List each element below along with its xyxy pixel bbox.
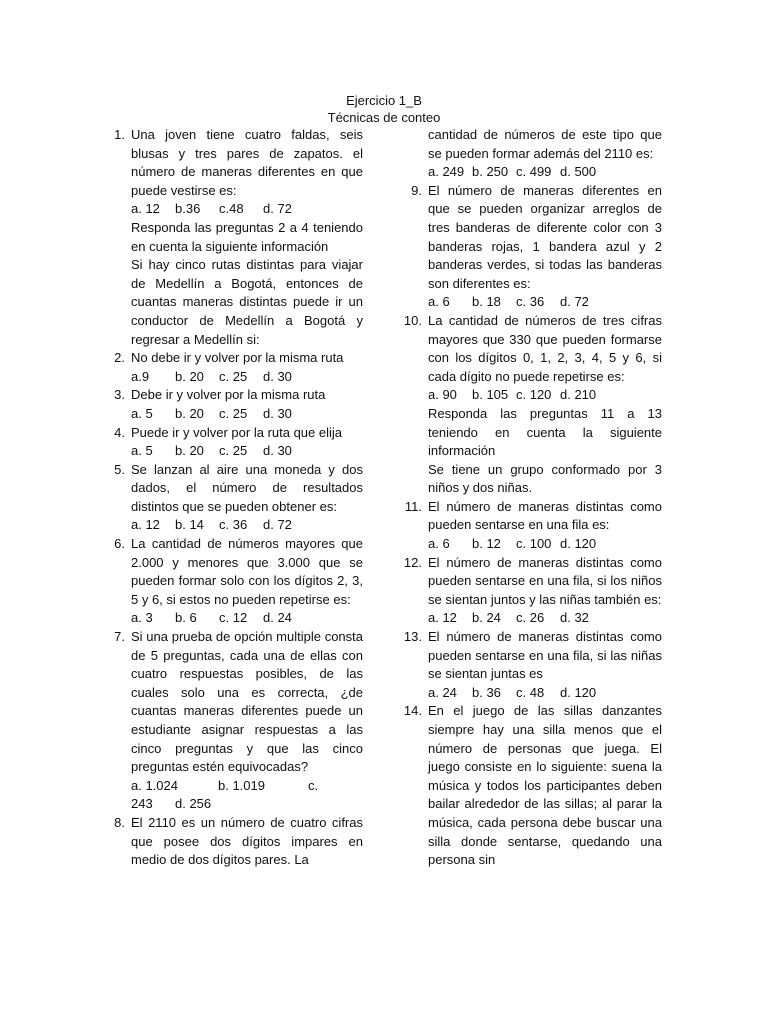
option-d: d. 24 bbox=[263, 610, 292, 626]
question-13 bbox=[403, 628, 662, 702]
option-d: d. 72 bbox=[263, 517, 292, 533]
answer-options bbox=[131, 405, 363, 424]
option-a: a. 6 bbox=[428, 294, 450, 310]
question-9 bbox=[411, 182, 662, 312]
left-column bbox=[114, 126, 363, 870]
question-3 bbox=[114, 386, 363, 423]
answer-options bbox=[428, 386, 662, 405]
answer-options bbox=[428, 293, 662, 312]
question-text: En el juego de las sillas danzantes siempre hay una silla menos que el número de personas que juega. El juego consiste en lo siguiente: suena la música y todos los participantes deben bailar alrededor de las sillas; al parar la música, cada persona debe buscar una silla donde sentarse, quedando una persona sin bbox=[428, 703, 662, 868]
option-a: a. 12 bbox=[131, 201, 160, 217]
option-d: d. 32 bbox=[560, 610, 589, 626]
option-c-value: 243 bbox=[131, 796, 153, 812]
option-c: c. 48 bbox=[516, 684, 545, 700]
option-c: c.48 bbox=[219, 201, 244, 217]
question-number: 14. bbox=[403, 703, 422, 719]
option-b: b. 12 bbox=[472, 536, 501, 552]
question-6 bbox=[114, 535, 363, 628]
question-7 bbox=[114, 628, 363, 814]
option-a: a. 249 bbox=[428, 164, 465, 180]
answer-options bbox=[428, 163, 662, 182]
option-d: d. 500 bbox=[560, 164, 597, 180]
context-text: Si hay cinco rutas distintas para viajar de Medellín a Bogotá, entonces de cuantas maneras distintas puede ir un conductor de Medellín a Bogotá y regresar a Medellín si: bbox=[131, 257, 363, 347]
option-a: a. 90 bbox=[428, 387, 457, 403]
answer-options bbox=[428, 535, 662, 554]
option-c: c. 36 bbox=[219, 517, 248, 533]
question-text: El número de maneras distintas como pueden sentarse en una fila es: bbox=[428, 498, 662, 533]
option-b: b. 14 bbox=[175, 517, 204, 533]
question-text: No debe ir y volver por la misma ruta bbox=[131, 350, 344, 366]
option-c: c. 36 bbox=[516, 294, 545, 310]
question-1 bbox=[114, 126, 363, 219]
option-b: b. 20 bbox=[175, 443, 204, 459]
option-d: d. 210 bbox=[560, 387, 597, 403]
option-b: b. 20 bbox=[175, 405, 204, 421]
question-text: Si una prueba de opción multiple consta de 5 preguntas, cada una de ellas con cuatro respuestas posibles, de las cuales solo una es correcta, ¿de cuantas maneras diferentes puede un estudiante asignar respuestas a las cinco preguntas y que las cinco preguntas estén equivocadas? bbox=[131, 629, 363, 775]
option-d: d. 72 bbox=[560, 294, 589, 310]
option-c: c. 120 bbox=[516, 387, 552, 403]
option-a: a. 12 bbox=[428, 610, 457, 626]
option-b: b. 1.019 bbox=[218, 777, 265, 793]
question-text: Una joven tiene cuatro faldas, seis blusas y tres pares de zapatos. el número de maneras diferentes en que puede vestirse es: bbox=[131, 127, 363, 198]
question-2 bbox=[114, 349, 363, 386]
option-d: d. 30 bbox=[263, 368, 292, 384]
option-d: d. 30 bbox=[263, 405, 292, 421]
question-text: El número de maneras distintas como pueden sentarse en una fila, si los niños se sientan juntos y las niñas también es: bbox=[428, 554, 662, 607]
option-a: a. 1.024 bbox=[131, 777, 178, 793]
question-text: Se lanzan al aire una moneda y dos dados, el número de resultados distintos que se pueden obtener es: bbox=[131, 461, 363, 514]
question-12 bbox=[403, 554, 662, 628]
question-number: 6. bbox=[114, 536, 125, 552]
question-number: 4. bbox=[114, 424, 125, 440]
question-number: 12. bbox=[403, 554, 422, 570]
option-a: a. 6 bbox=[428, 536, 450, 552]
question-text: El 2110 es un número de cuatro cifras que posee dos dígitos impares en medio de dos dígitos pares. La bbox=[131, 814, 363, 868]
right-column bbox=[403, 126, 662, 870]
option-c: c. 25 bbox=[219, 368, 248, 384]
option-a: a.9 bbox=[131, 368, 150, 384]
question-number: 10. bbox=[403, 312, 422, 328]
option-a: a. 3 bbox=[131, 610, 153, 626]
question-number: 11. bbox=[404, 498, 422, 514]
option-a: a. 24 bbox=[428, 684, 457, 700]
option-b: b.36 bbox=[175, 201, 201, 217]
question-number: 1. bbox=[114, 127, 125, 142]
answer-options bbox=[131, 442, 363, 461]
question-number: 13. bbox=[403, 629, 422, 645]
page-subtitle: Técnicas de conteo bbox=[327, 110, 441, 125]
question-text: cantidad de números de este tipo que se pueden formar además del 2110 es: bbox=[428, 127, 662, 161]
option-c: c. 12 bbox=[219, 610, 248, 626]
question-number: 9. bbox=[411, 182, 422, 198]
option-a: a. 5 bbox=[131, 443, 153, 459]
question-number: 7. bbox=[114, 629, 125, 645]
option-c: c. 499 bbox=[516, 164, 552, 180]
answer-options bbox=[131, 516, 363, 535]
answer-options bbox=[428, 609, 662, 628]
question-text: El número de maneras distintas como pueden sentarse en una fila, si las niñas se sientan juntas es bbox=[428, 629, 662, 682]
answer-options bbox=[131, 368, 363, 387]
question-number: 3. bbox=[114, 387, 125, 403]
option-b: b. 36 bbox=[472, 684, 501, 700]
option-d: d. 120 bbox=[560, 684, 597, 700]
option-b: b. 18 bbox=[472, 294, 501, 310]
instructions-text: Responda las preguntas 11 a 13 teniendo en cuenta la siguiente información bbox=[428, 405, 662, 459]
question-8 bbox=[114, 814, 363, 870]
question-text: La cantidad de números mayores que 2.000 y menores que 3.000 que se pueden formar solo con los dígitos 2, 3, 5 y 6, si estos no pueden repetirse es: bbox=[131, 536, 363, 607]
option-b: b. 20 bbox=[175, 368, 204, 384]
option-c: c. 100 bbox=[516, 536, 552, 552]
question-10 bbox=[403, 312, 662, 405]
page-title: Ejercicio 1_B bbox=[346, 93, 422, 108]
question-text: El número de maneras diferentes en que se pueden organizar arreglos de tres banderas de diferente color con 3 banderas rojas, 1 bandera azul y 2 banderas verdes, si todas las banderas son diferentes es: bbox=[428, 182, 662, 291]
option-a: a. 5 bbox=[131, 405, 153, 421]
answer-options-continued bbox=[131, 795, 363, 814]
question-text: Puede ir y volver por la ruta que elija bbox=[131, 424, 343, 440]
option-d: d. 72 bbox=[263, 201, 292, 217]
option-d: d. 120 bbox=[560, 536, 597, 552]
option-b: b. 105 bbox=[472, 387, 509, 403]
option-b: b. 6 bbox=[175, 610, 197, 626]
answer-options bbox=[428, 684, 662, 703]
option-d: d. 256 bbox=[175, 796, 212, 812]
option-c: c. 25 bbox=[219, 443, 248, 459]
question-4 bbox=[114, 424, 363, 461]
question-number: 2. bbox=[114, 350, 125, 366]
question-text: La cantidad de números de tres cifras mayores que 330 que pueden formarse con los dígitos 0, 1, 2, 3, 4, 5 y 6, si cada dígito no puede repetirse es: bbox=[428, 312, 662, 384]
question-number: 5. bbox=[114, 461, 125, 477]
question-11 bbox=[404, 498, 662, 554]
option-c: c. 25 bbox=[219, 405, 248, 421]
question-14 bbox=[403, 702, 662, 869]
option-c: c. bbox=[308, 777, 319, 793]
option-a: a. 12 bbox=[131, 517, 160, 533]
answer-options bbox=[131, 609, 363, 628]
question-text: Debe ir y volver por la misma ruta bbox=[131, 387, 326, 403]
answer-options bbox=[131, 777, 363, 796]
answer-options bbox=[131, 200, 363, 219]
option-b: b. 250 bbox=[472, 164, 509, 180]
question-number: 8. bbox=[114, 814, 125, 830]
question-8-continued bbox=[428, 126, 662, 182]
instructions-text: Responda las preguntas 2 a 4 teniendo en cuenta la siguiente información bbox=[131, 219, 363, 254]
option-b: b. 24 bbox=[472, 610, 501, 626]
option-c: c. 26 bbox=[516, 610, 545, 626]
question-5 bbox=[114, 461, 363, 535]
option-d: d. 30 bbox=[263, 443, 292, 459]
context-text: Se tiene un grupo conformado por 3 niños y dos niñas. bbox=[428, 461, 662, 496]
